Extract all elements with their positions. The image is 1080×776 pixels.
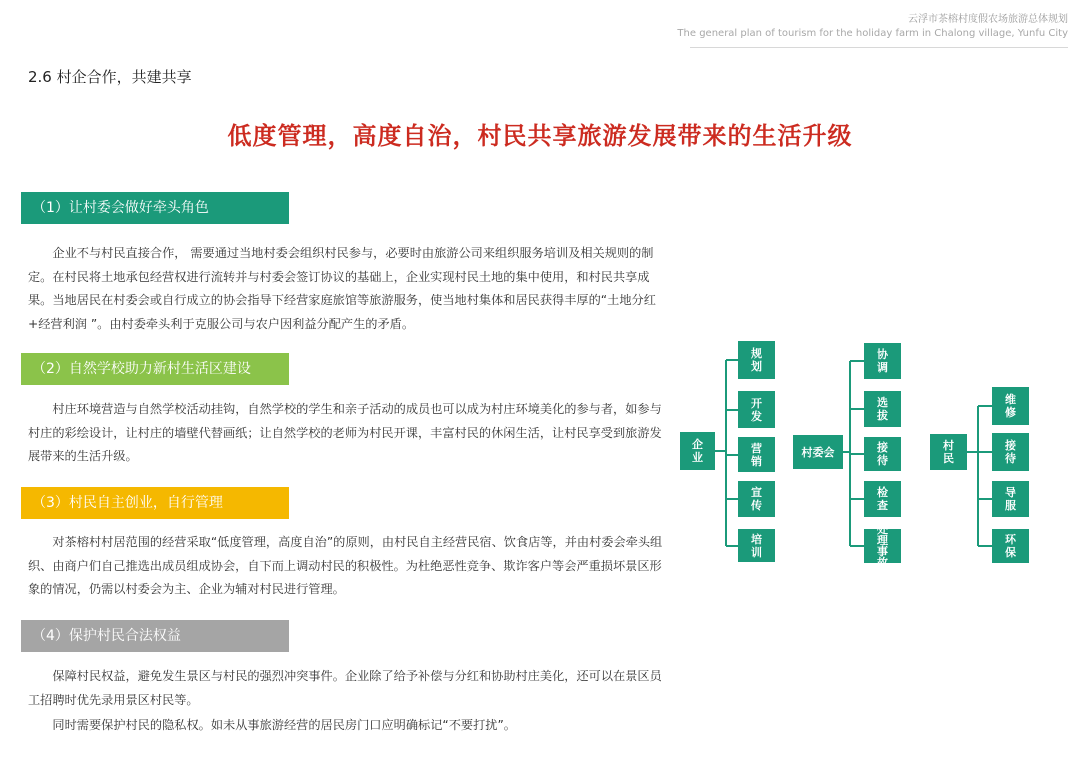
connector-line — [978, 451, 992, 453]
subsection-heading-4: （4）保护村民合法权益 — [21, 620, 289, 652]
connector-line — [978, 545, 992, 547]
diagram-root-node — [680, 432, 715, 470]
connector-line — [850, 360, 864, 362]
diagram-node-label: 企业 — [692, 438, 703, 464]
subsection-paragraph-2: 村庄环境营造与自然学校活动挂钩，自然学校的学生和亲子活动的成员也可以成为村庄环境美化的参与者，如参与村庄的彩绘设计，让村庄的墙壁代替画纸；让自然学校的老师为村民开课，丰富村民的休闲生活，让村民享受到旅游发展带来的生活升级。 — [28, 402, 662, 463]
connector-line — [726, 498, 738, 500]
diagram-child-node — [992, 433, 1029, 471]
diagram-node-label: 营销 — [751, 441, 762, 468]
subsection-heading-1: （1）让村委会做好牵头角色 — [21, 192, 289, 224]
headline: 低度管理，高度自治，村民共享旅游发展带来的生活升级 — [227, 122, 853, 150]
diagram-child-node — [738, 481, 775, 517]
connector-line — [726, 359, 738, 361]
diagram-child-node — [864, 437, 901, 471]
subsection-paragraph-1: 企业不与村民直接合作， 需要通过当地村委会组织村民参与，必要时由旅游公司来组织服务培训及相关规则的制定。在村民将土地承包经营权进行流转并与村委会签订协议的基础上，企业实现村民土地的集中使用，和村民共享成果。当地居民在村委会或自行成立的协会指导下经营家庭旅馆等旅游服务，使当地村集体和居民获得丰厚的“土地分红+经营利润 ”。由村委牵头利于克服公司与农户因利益分配产生的矛盾。 — [28, 246, 656, 331]
diagram-node-label: 处理事故 — [877, 523, 888, 569]
connector-line — [850, 408, 864, 410]
subsection-heading-3: （3）村民自主创业，自行管理 — [21, 487, 289, 519]
subsection-paragraph-4a: 保障村民权益，避免发生景区与村民的强烈冲突事件。企业除了给予补偿与分红和协助村庄美化，还可以在景区员工招聘时优先录用景区村民等。 — [28, 669, 662, 707]
diagram-child-node — [864, 481, 901, 517]
section-title: 2.6 村企合作，共建共享 — [28, 68, 192, 86]
connector-line — [726, 545, 738, 547]
diagram-node-label: 村委会 — [801, 445, 835, 459]
connector-line — [977, 406, 979, 546]
diagram-child-node — [992, 529, 1029, 563]
diagram-node-label: 维修 — [1005, 393, 1016, 419]
connector-line — [978, 405, 992, 407]
diagram-child-node — [864, 343, 901, 379]
diagram-child-node — [738, 529, 775, 562]
diagram-node-label: 导服 — [1005, 486, 1016, 512]
header-title-cn: 云浮市茶榕村度假农场旅游总体规划 — [908, 14, 1068, 25]
connector-line — [726, 454, 738, 456]
subsection-paragraph-4b: 同时需要保护村民的隐私权。如未从事旅游经营的居民房门口应明确标记“不要打扰”。 — [52, 718, 516, 732]
diagram-child-node — [992, 481, 1029, 517]
diagram-node-label: 接待 — [877, 441, 888, 467]
diagram-node-label: 检查 — [877, 486, 888, 512]
diagram-child-node — [864, 523, 901, 569]
diagram-node-label: 宣传 — [751, 486, 762, 512]
connector-line — [978, 498, 992, 500]
subsection-paragraph-3: 对茶榕村村居范围的经营采取“低度管理，高度自治”的原则，由村民自主经营民宿、饮食店等，并由村委会牵头组织、由商户们自己推选出成员组成协会，自下而上调动村民的积极性。为杜绝恶性竞争、欺诈客户等会严重损坏景区形象的情况，仍需以村委会为主、企业为辅对村民进行管理。 — [28, 535, 663, 596]
diagram-child-node — [992, 387, 1029, 425]
diagram-node-label: 村民 — [943, 439, 954, 465]
diagram-child-node — [738, 437, 775, 472]
diagram-child-node — [864, 391, 901, 427]
diagram-node-label: 接待 — [1005, 439, 1016, 465]
subsection-heading-2: （2）自然学校助力新村生活区建设 — [21, 353, 289, 385]
header-divider — [690, 47, 1068, 48]
connector-line — [850, 453, 864, 455]
header-title-en: The general plan of tourism for the holiday farm in Chalong village, Yunfu City — [677, 28, 1068, 39]
diagram-child-node — [738, 341, 775, 379]
diagram-child-node — [738, 391, 775, 428]
diagram-node-label: 环保 — [1005, 533, 1016, 559]
diagram-node-label: 开发 — [751, 396, 762, 423]
diagram-node-label: 规划 — [751, 347, 762, 373]
diagram-node-label: 培训 — [751, 532, 762, 559]
diagram-root-node — [793, 435, 843, 469]
connector-line — [726, 409, 738, 411]
connector-line — [850, 545, 864, 547]
connector-line — [850, 498, 864, 500]
diagram-node-label: 协调 — [877, 348, 888, 374]
diagram-node-label: 选拔 — [877, 396, 888, 422]
diagram-root-node — [930, 434, 967, 470]
